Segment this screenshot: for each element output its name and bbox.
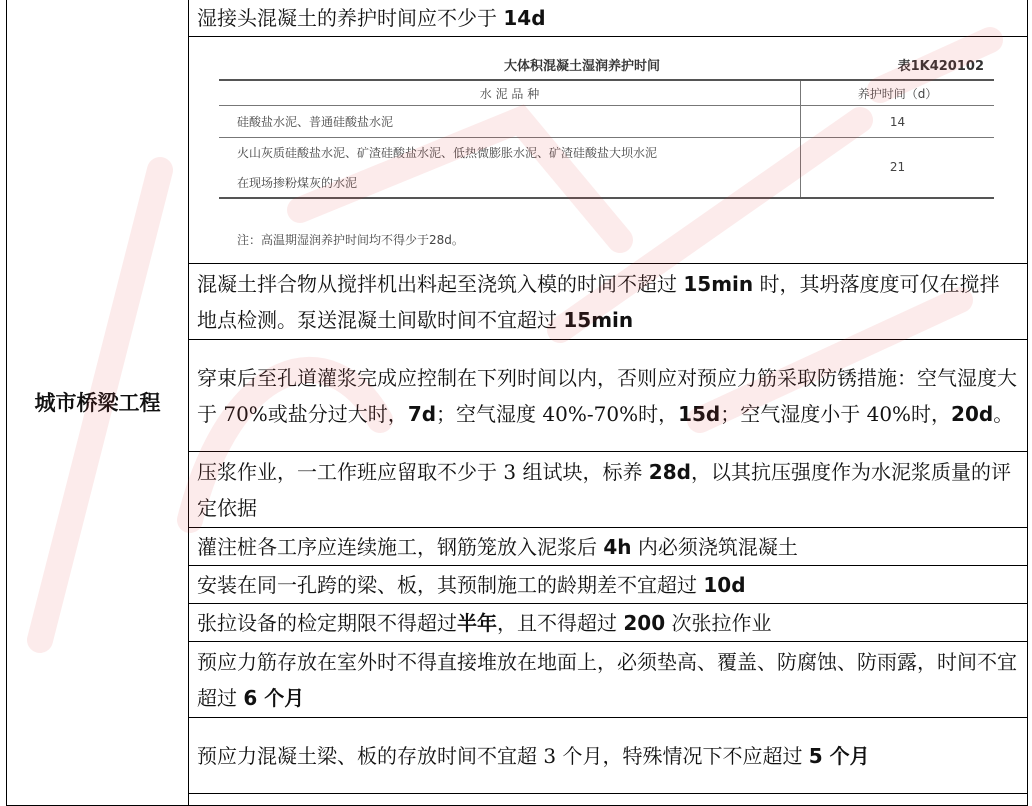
text-segment: 混凝土拌合物从搅拌机出料起至浇筑入模的时间不超过 xyxy=(197,271,684,296)
bold-value: 6 个月 xyxy=(243,685,305,710)
subtable-title: 大体积混凝土湿润养护时间 xyxy=(504,59,661,74)
row-text xyxy=(189,452,1028,528)
bold-value: 15min xyxy=(563,307,634,332)
text-segment: ；空气湿度小于 40%时， xyxy=(720,401,952,426)
bold-value: 5 个月 xyxy=(808,743,870,768)
row-text xyxy=(189,604,1028,642)
bold-value: 15min xyxy=(683,271,754,296)
subtable xyxy=(219,79,994,199)
curing-time-table xyxy=(6,0,1028,806)
bold-value: 15d xyxy=(678,401,721,426)
bold-value: 10d xyxy=(703,572,746,597)
text-segment: 压浆作业，一工作班应留取不少于 3 组试块，标养 xyxy=(197,459,649,484)
row-text xyxy=(189,0,1028,37)
text-segment: 。 xyxy=(993,401,1014,426)
subtable-cement: 火山灰质硅酸盐水泥、矿渣硅酸盐水泥、低热微膨胀水泥、矿渣硅酸盐大坝水泥 xyxy=(219,138,801,168)
table-row xyxy=(7,0,1028,37)
subtable-note: 注：高温期湿润养护时间均不得少于28d。 xyxy=(237,233,464,247)
subtable-cement: 在现场掺粉煤灰的水泥 xyxy=(219,168,801,198)
subtable-header xyxy=(219,80,994,106)
subtable-days: 14 xyxy=(801,106,995,138)
text-segment: 张拉设备的检定期限不得超过 xyxy=(197,610,457,635)
category-cell: 城市桥梁工程 xyxy=(7,0,189,806)
subtable-head-cement: 水 泥 品 种 xyxy=(219,80,801,106)
text-segment: 时，其坍落度度可仅在搅拌地点检测。泵送混凝土间歇时间不宜超过 xyxy=(197,271,1000,332)
embedded-figure-cell xyxy=(189,37,1028,264)
bold-value: 20d xyxy=(951,401,994,426)
subtable-days: 21 xyxy=(801,138,995,198)
text-segment: 内必须浇筑混凝土 xyxy=(631,534,798,559)
bold-value: 200 xyxy=(623,610,666,635)
text-segment: ，以其抗压强度作为水泥浆质量的评定依据 xyxy=(197,459,1011,520)
bold-value: 半年 xyxy=(457,610,497,635)
bold-value: 28d xyxy=(648,459,691,484)
text-segment: 穿束后至孔道灌浆完成应控制在下列时间以内，否则应对预应力筋采取防锈措施：空气湿度大于 70%或盐分过大时， xyxy=(197,365,1017,426)
row-text xyxy=(189,264,1028,340)
row-text xyxy=(189,566,1028,604)
bold-value: 4h xyxy=(603,534,632,559)
bold-value: 7d xyxy=(407,401,437,426)
text-segment: 安装在同一孔跨的梁、板，其预制施工的龄期差不宜超过 xyxy=(197,572,704,597)
embedded-table-figure xyxy=(219,51,994,251)
row-text xyxy=(189,718,1028,794)
bold-value: 14d xyxy=(503,5,546,30)
subtable-head-days: 养护时间（d） xyxy=(801,80,995,106)
text-segment: ，且不得超过 xyxy=(497,610,624,635)
text-segment: 预应力筋存放在室外时不得直接堆放在地面上，必须垫高、覆盖、防腐蚀、防雨露，时间不宜超过 xyxy=(197,649,1017,710)
text-segment: 次张拉作业 xyxy=(665,610,772,635)
text-segment: 预应力混凝土梁、板的存放时间不宜超 3 个月，特殊情况下不应超过 xyxy=(197,743,809,768)
row-text xyxy=(189,340,1028,452)
row-text xyxy=(189,528,1028,566)
text-segment: 湿接头混凝土的养护时间应不少于 xyxy=(197,5,504,30)
subtable-row xyxy=(219,106,994,138)
subtable-cement: 硅酸盐水泥、普通硅酸盐水泥 xyxy=(237,115,394,129)
subtable-row xyxy=(219,138,994,168)
subtable-code: 表1K420102 xyxy=(897,59,984,74)
text-segment: 灌注桩各工序应连续施工，钢筋笼放入泥浆后 xyxy=(197,534,604,559)
row-text xyxy=(189,642,1028,718)
text-segment: ；空气湿度 40%-70%时， xyxy=(436,401,679,426)
